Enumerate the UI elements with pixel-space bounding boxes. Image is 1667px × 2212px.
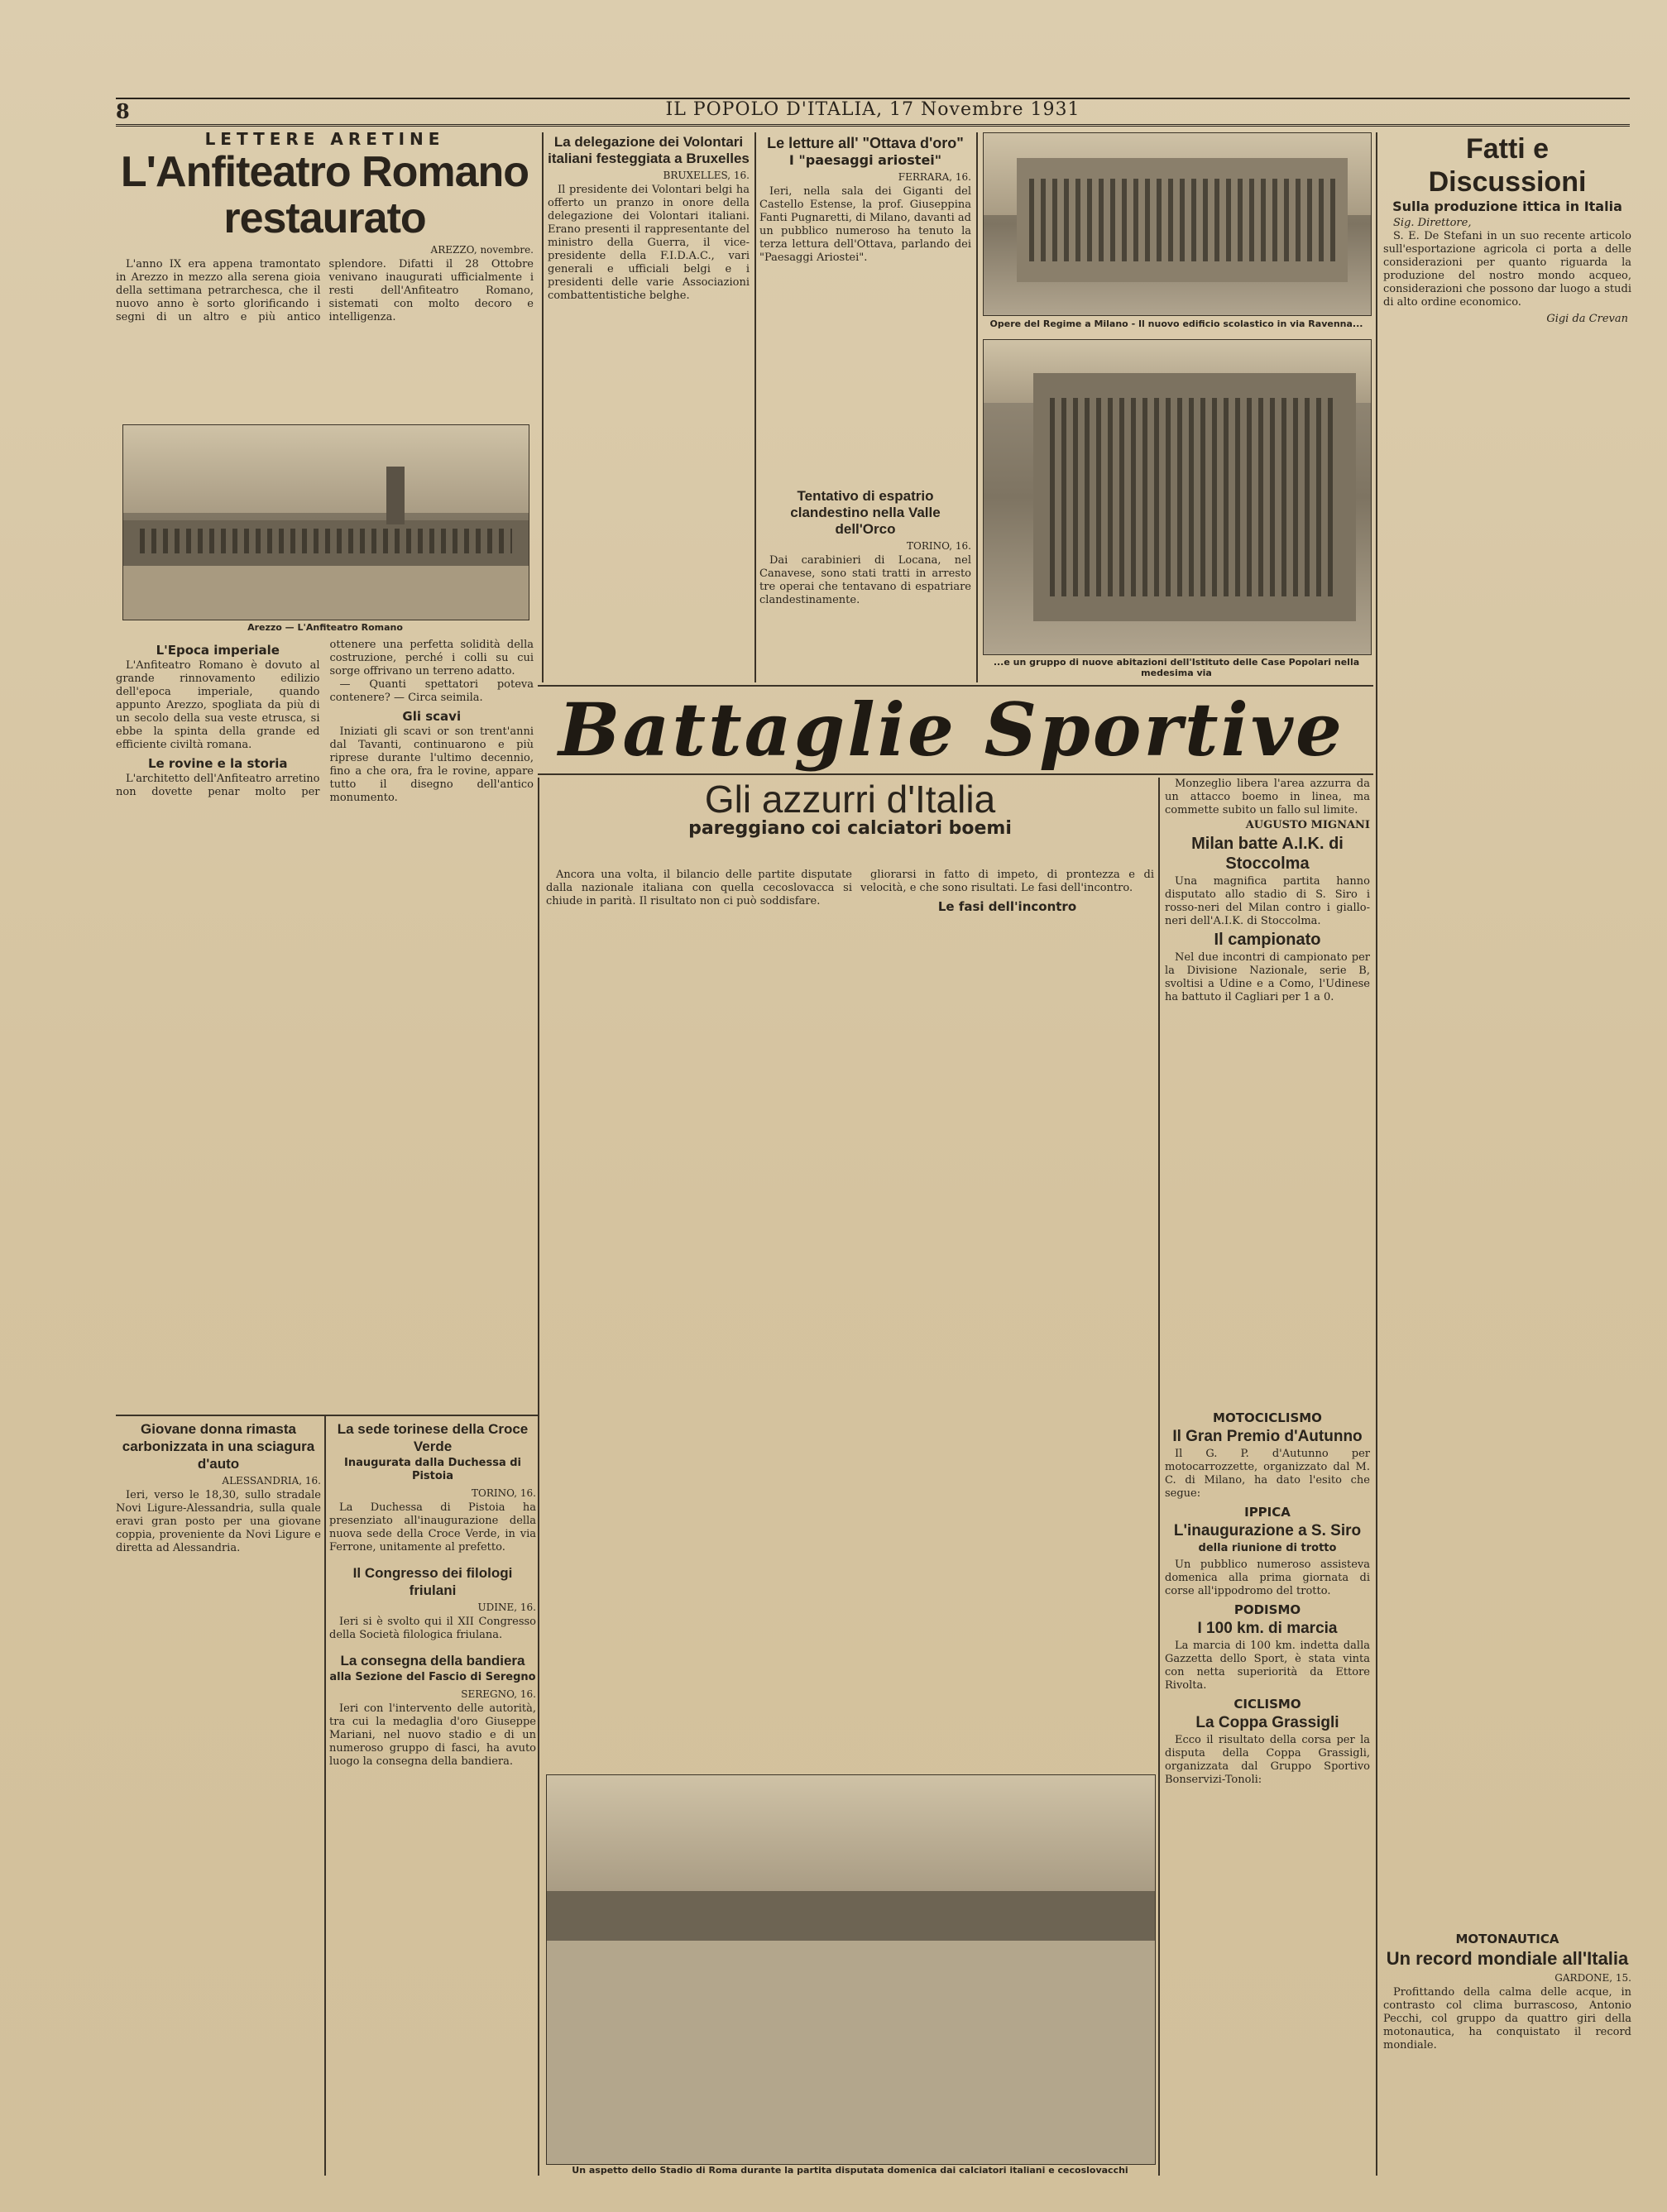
photo-caption: Un aspetto dello Stadio di Roma durante la partita disputata domenica dai calciatori italiani e cecoslovacchi bbox=[572, 2165, 1128, 2176]
section-rule bbox=[116, 1415, 538, 1416]
column-rule bbox=[324, 1415, 326, 2176]
article-body: Ieri, nella sala dei Giganti del Castello Estense, la prof. Giuseppina Fanti Pugnaretti, di Milano, davanti ad un pubblico numeroso ha tenuto la terza lettura dell'Ottava, parlando dei "Paesaggi Ariostei". bbox=[759, 185, 971, 264]
article-body: Ieri si è svolto qui il XII Congresso della Società filologica friulana. bbox=[329, 1616, 536, 1641]
article-headline: Il campionato bbox=[1214, 931, 1321, 949]
sport-banner-rule bbox=[538, 773, 1373, 775]
article-body: Profittando della calma delle acque, in contrasto col clima burrascoso, Antonio Pecchi, col gruppo da quattro giri della motonautica, ha conquistato il record mondiale. bbox=[1383, 1986, 1631, 2052]
article-body: Il G. P. d'Autunno per motocarrozzette, organizzato dal M. C. di Milano, ha dato l'esito che segue: bbox=[1165, 1448, 1370, 1500]
photo-caption: ...e un gruppo di nuove abitazioni dell'Istituto delle Case Popolari nella medesima via bbox=[993, 657, 1360, 678]
article-subhead: Sulla produzione ittica in Italia bbox=[1392, 199, 1622, 214]
dateline: TORINO, 16. bbox=[472, 1487, 536, 1499]
salutation: Sig. Direttore, bbox=[1393, 217, 1472, 229]
article-body: Dai carabinieri di Locana, nel Canavese, sono stati tratti in arresto tre operai che tentavano di espatriare clandestinamente. bbox=[759, 554, 971, 606]
article-headline: I 100 km. di marcia bbox=[1197, 1620, 1338, 1637]
section-text: L'architetto dell'Anfiteatro arretino non dovette penar molto per ottenere una perfetta solidità della costruzione, perché i colli su cui sorge offrivano un terreno adatto. bbox=[116, 639, 534, 798]
column-rule bbox=[538, 778, 539, 2176]
article-headline: L'Anfiteatro Romano restaurato bbox=[120, 148, 529, 242]
article-volontari bbox=[548, 132, 750, 678]
photo-arches bbox=[140, 529, 512, 553]
article-body: Nel due incontri di campionato per la Divisione Nazionale, serie B, svoltisi a Udine e a Como, l'Udinese ha battuto il Cagliari per 1 a 0. bbox=[1165, 951, 1370, 1003]
article-body: Il presidente dei Volontari belgi ha offerto un pranzo in onore della delegazione dei Volontari italiani. Erano presenti il rappresentante del ministro della Guerra, il vice-presidente della F.I.D.A.C., vari generali e ufficiali belgi e i presidenti delle varie Associazioni combattentistiche belghe. bbox=[548, 184, 750, 302]
article-headline: La sede torinese della Croce Verde bbox=[337, 1421, 529, 1454]
article-donna bbox=[116, 1419, 321, 2171]
motor-sports-column bbox=[1165, 1406, 1370, 2176]
section-kicker: CICLISMO bbox=[1233, 1697, 1301, 1712]
article-ariosto bbox=[759, 132, 971, 480]
dateline: GARDONE, 15. bbox=[1554, 1972, 1631, 1984]
column-rule bbox=[1158, 778, 1160, 2176]
article-arezzo-continued bbox=[116, 639, 534, 1408]
article-croce-verde bbox=[329, 1419, 536, 2171]
newspaper-title: IL POPOLO D'ITALIA, 17 Novembre 1931 bbox=[665, 99, 1080, 120]
column-rule bbox=[542, 132, 544, 682]
photo-sky bbox=[123, 425, 529, 513]
signature: Gigi da Crevan bbox=[1546, 313, 1628, 325]
article-headline: Milan batte A.I.K. di Stoccolma bbox=[1191, 835, 1344, 873]
article-headline: Le letture all' "Ottava d'oro" bbox=[767, 135, 964, 151]
article-body: Ieri con l'intervento delle autorità, tra cui la medaglia d'oro Giuseppe Mariani, nel nuovo stadio e di un numeroso gruppo di fasci, ha avuto luogo la consegna della bandiera. bbox=[329, 1702, 536, 1768]
photo-caption: Arezzo — L'Anfiteatro Romano bbox=[247, 622, 403, 633]
photo-field bbox=[547, 1941, 1155, 2164]
article-body: La marcia di 100 km. indetta dalla Gazzetta dello Sport, è stata vinta con netta superiorità da Ettore Rivolta. bbox=[1165, 1640, 1370, 1692]
dateline: AREZZO, novembre. bbox=[430, 244, 534, 256]
article-headline: Il Gran Premio d'Autunno bbox=[1172, 1428, 1363, 1445]
housing-photo bbox=[983, 339, 1372, 655]
section-kicker: MOTONAUTICA bbox=[1455, 1932, 1559, 1946]
article-subhead: Inaugurata dalla Duchessa di Pistoia bbox=[343, 1457, 522, 1482]
photo-windows bbox=[1029, 179, 1335, 261]
dateline: SEREGNO, 16. bbox=[461, 1688, 536, 1700]
anfiteatro-photo bbox=[122, 424, 529, 620]
dateline: TORINO, 16. bbox=[907, 540, 971, 552]
article-headline: Giovane donna rimasta carbonizzata in una sciagura d'auto bbox=[122, 1421, 315, 1472]
article-espatrio bbox=[759, 486, 971, 681]
section-heading: Gli scavi bbox=[402, 709, 462, 724]
article-kicker: LETTERE ARETINE bbox=[204, 132, 445, 149]
article-headline: Il Congresso dei filologi friulani bbox=[352, 1565, 513, 1598]
photo-windows bbox=[1050, 398, 1339, 596]
photo-caption: Opere del Regime a Milano - Il nuovo edificio scolastico in via Ravenna... bbox=[989, 318, 1363, 329]
article-body: Ecco il risultato della corsa per la disputa della Coppa Grassigli, organizzata dal Gruppo Sportivo Bonservizi-Tonoli: bbox=[1165, 1734, 1370, 1786]
article-headline: La Coppa Grassigli bbox=[1195, 1714, 1339, 1731]
section-text: L'Anfiteatro Romano è dovuto al grande rinnovamento edilizio dell'epoca imperiale, quando appunto Arezzo, spogliata da più di un secolo della sua veste etrusca, si ebbe la spinta della grande ed efficiente civiltà romana. bbox=[116, 659, 320, 751]
article-azzurri bbox=[546, 778, 1154, 864]
article-body: Ieri, verso le 18,30, sullo stradale Novi Ligure-Alessandria, sulla quale eravi gran posto per una giovane coppia, proveniente da Novi Ligure e diretta ad Alessandria. bbox=[116, 1489, 321, 1554]
page-number: 8 bbox=[116, 99, 130, 123]
article-subhead: della riunione di trotto bbox=[1198, 1542, 1337, 1554]
article-headline: La consegna della bandiera bbox=[340, 1653, 525, 1669]
article-body: S. E. De Stefani in un suo recente articolo sull'esportazione agricola ci porta a delle considerazioni per quanto riguarda la produzione del nostro mondo acqueo, considerazioni che possono dar luogo a studi di alto ordine economico. bbox=[1383, 230, 1631, 309]
dateline: BRUXELLES, 16. bbox=[663, 170, 750, 181]
article-subhead: alla Sezione del Fascio di Seregno bbox=[329, 1671, 536, 1683]
column-rule bbox=[1376, 132, 1377, 2176]
article-body: L'anno IX era appena tramontato in Arezzo in mezzo alla serena gioia della settimana petrarchesca, che il nuovo anno è sorto glorificando i segni di un altro e più antico splendore. Difatti il 28 Ottobre venivano inaugurati ufficialmente i resti dell'Anfiteatro Romano, sistemati con molto decoro e intelligenza. bbox=[116, 258, 534, 323]
section-heading: Le fasi dell'incontro bbox=[937, 899, 1077, 914]
section-text: Iniziati gli scavi or son trent'anni dal Tavanti, continuarono e più riprese durante l'ultimo decennio, fino a che ora, fra le rovine, appare tutto il disegno dell'antico monumento. bbox=[329, 725, 534, 804]
article-motonautica bbox=[1383, 1927, 1631, 2176]
article-body: gliorarsi in fatto di impeto, di prontezza e di velocità, e che sono risultati. Le fasi dell'incontro. bbox=[860, 869, 1154, 894]
author: AUGUSTO MIGNANI bbox=[1245, 819, 1370, 831]
stadium-photo bbox=[546, 1774, 1156, 2165]
section-kicker: IPPICA bbox=[1244, 1505, 1291, 1520]
section-text: — Quanti spettatori poteva contenere? — Circa seimila. bbox=[329, 678, 534, 704]
article-body: La Duchessa di Pistoia ha presenziato all'inaugurazione della nuova sede della Croce Verde, in via Ferrone, unitamente al prefetto. bbox=[329, 1501, 536, 1554]
article-azzurri-body bbox=[546, 869, 852, 1663]
article-motociclismo bbox=[1165, 1013, 1370, 1030]
dateline: UDINE, 16. bbox=[477, 1602, 536, 1613]
photo-tower bbox=[386, 467, 405, 524]
article-headline: Fatti e Discussioni bbox=[1428, 133, 1587, 198]
article-headline: Tentativo di espatrio clandestino nella Valle dell'Orco bbox=[790, 488, 941, 537]
photo-sky bbox=[547, 1775, 1155, 1892]
article-headline: Gli azzurri d'Italia bbox=[704, 778, 996, 821]
school-building-photo bbox=[983, 132, 1372, 316]
masthead bbox=[116, 98, 1630, 127]
photo-ground bbox=[123, 566, 529, 620]
column-rule bbox=[976, 132, 978, 682]
column-rule bbox=[754, 132, 756, 682]
section-kicker: MOTOCICLISMO bbox=[1213, 1410, 1322, 1425]
section-heading: Le rovine e la storia bbox=[147, 756, 288, 771]
article-fatti bbox=[1383, 132, 1631, 1919]
article-headline: L'inaugurazione a S. Siro bbox=[1173, 1522, 1362, 1539]
sport-banner: Battaglie Sportive bbox=[558, 687, 1345, 773]
article-body: Una magnifica partita hanno disputato allo stadio di S. Siro i rosso-neri del Milan contro i giallo-neri dell'A.I.K. di Stoccolma. bbox=[1165, 875, 1370, 927]
dateline: FERRARA, 16. bbox=[898, 171, 971, 183]
article-subhead: pareggiano coi calciatori boemi bbox=[688, 818, 1012, 839]
photo-stands bbox=[547, 1891, 1155, 1941]
article-subhead: I "paesaggi ariostei" bbox=[788, 152, 942, 168]
article-headline: La delegazione dei Volontari italiani festeggiata a Bruxelles bbox=[548, 134, 750, 166]
article-body: Ancora una volta, il bilancio delle partite disputate dalla nazionale italiana con quella cecoslovacca si chiude in parità. Il risultato non ci può soddisfare. bbox=[546, 869, 852, 907]
section-heading: L'Epoca imperiale bbox=[156, 643, 280, 658]
article-body: Un pubblico numeroso assisteva domenica alla prima giornata di corse all'ippodromo del trotto. bbox=[1165, 1558, 1370, 1597]
dateline: ALESSANDRIA, 16. bbox=[222, 1475, 321, 1487]
article-azzurri-col2 bbox=[860, 869, 1154, 1663]
article-headline: Un record mondiale all'Italia bbox=[1386, 1948, 1629, 1969]
section-kicker: PODISMO bbox=[1233, 1602, 1301, 1617]
article-body: Monzeglio libera l'area azzurra da un attacco boemo in linea, ma commette subito un fallo sul limite. bbox=[1165, 778, 1370, 816]
